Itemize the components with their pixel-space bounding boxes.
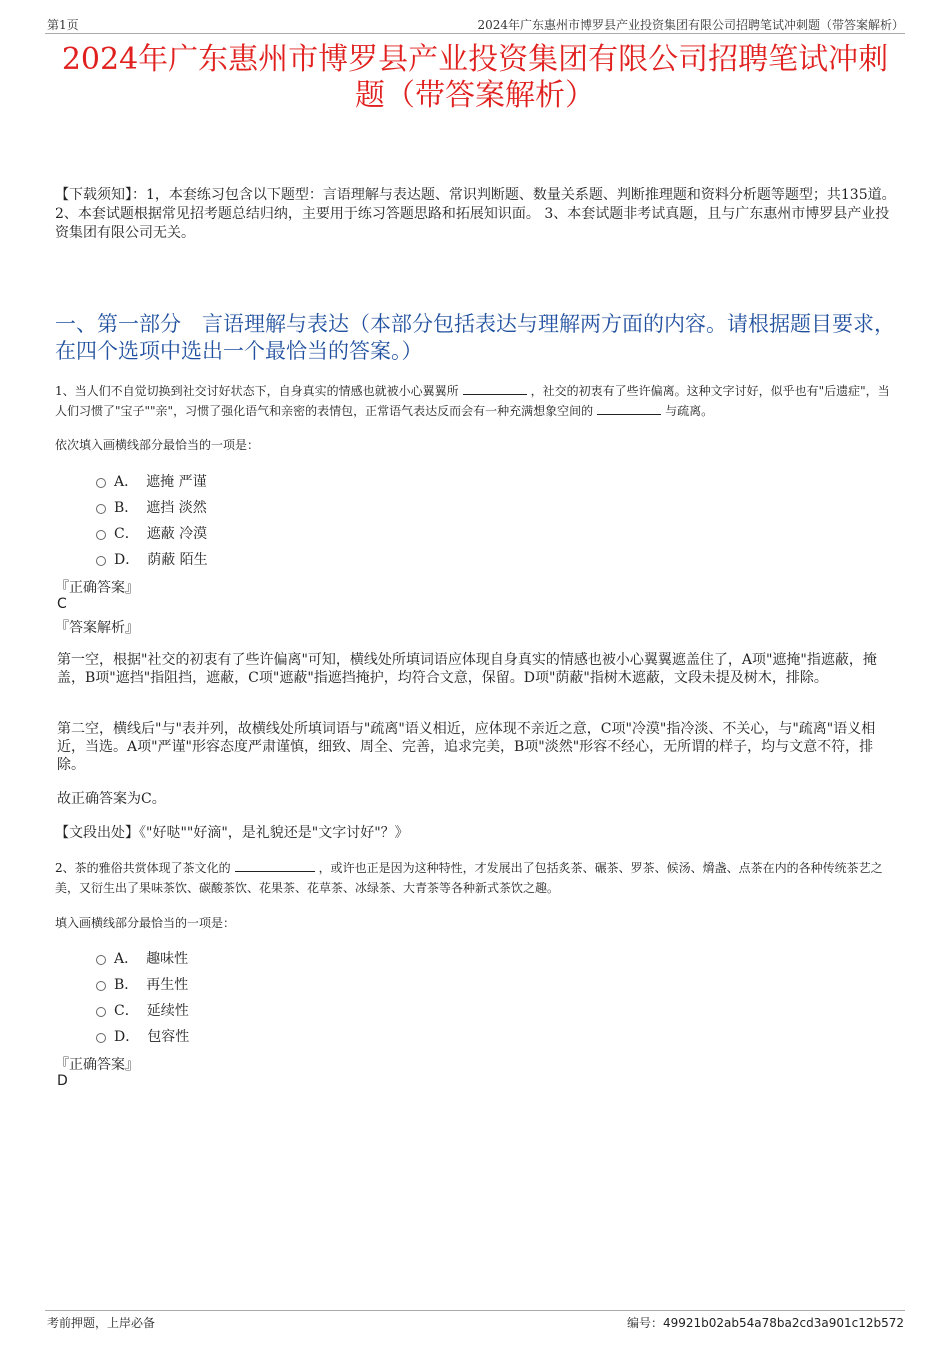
download-notice: 【下载须知】：1，本套练习包含以下题型：言语理解与表达题、常识判断题、数量关系题、判断推理题和资料分析题等题型；共135道。 2、本套试题根据常见招考题总结归纳，主要用于练习答题思路和拓展知识面。 3、本套试题非考试真题，且与广东惠州市博罗县产业投资集团有限公司无关。 xyxy=(55,187,896,241)
q2-answer-label: 『正确答案』 xyxy=(55,1057,139,1073)
q1-source: 【文段出处】《"好哒""好滴"，是礼貌还是"文字讨好"？》 xyxy=(55,825,409,841)
option-text: 遮蔽 冷漠 xyxy=(146,526,208,542)
radio-icon[interactable] xyxy=(96,1007,106,1017)
blank-line xyxy=(235,859,315,872)
option-key: D． xyxy=(114,1029,140,1045)
blank-line xyxy=(597,402,661,415)
q1-analysis-2: 第二空，横线后"与"表并列，故横线处所填词语与"疏离"语义相近，应体现不亲近之意，C项"冷漠"指冷淡、不关心，与"疏离"语义相近，当选。A项"严谨"形容态度严肃谨慎，细致、周全、完善，追求完美，B项"淡然"形容不经心，无所谓的样子，均与文意不符，排除。 xyxy=(57,721,876,773)
q1-answer: C xyxy=(57,596,67,612)
q2-text-b: ，或许也正是因为这种特性，才发展出了包括炙茶、碾茶、罗茶、候汤、熁盏、点茶在内的各种传统茶艺之美，又衍生出了果味茶饮、碳酸茶饮、花果茶、花草茶、冰绿茶、大青茶等各种新式茶饮之趣。 xyxy=(55,861,883,895)
q1-option-b[interactable] xyxy=(96,497,207,517)
q1-analysis-3: 故正确答案为C。 xyxy=(57,791,166,807)
radio-icon[interactable] xyxy=(96,478,106,488)
section-heading: 一、第一部分 言语理解与表达（本部分包括表达与理解两方面的内容。请根据题目要求，在四个选项中选出一个最恰当的答案。） xyxy=(55,312,895,363)
q2-answer: D xyxy=(57,1073,68,1089)
option-key: C． xyxy=(114,1003,139,1019)
q1-option-d[interactable] xyxy=(96,549,208,569)
option-text: 趣味性 xyxy=(146,951,189,967)
option-key: A． xyxy=(114,474,139,490)
q2-option-c[interactable] xyxy=(96,1000,189,1020)
question-2-prompt: 填入画横线部分最恰当的一项是： xyxy=(55,916,236,930)
radio-icon[interactable] xyxy=(96,556,106,566)
radio-icon[interactable] xyxy=(96,530,106,540)
footer-id-label: 编号： xyxy=(626,1316,663,1330)
radio-icon[interactable] xyxy=(96,504,106,514)
q1-option-a[interactable] xyxy=(96,471,207,491)
q1-text-c: 与疏离。 xyxy=(665,404,714,418)
radio-icon[interactable] xyxy=(96,955,106,965)
header-doc-title: 2024年广东惠州市博罗县产业投资集团有限公司招聘笔试冲刺题（带答案解析） xyxy=(477,18,904,32)
header-divider xyxy=(45,33,905,34)
blank-line xyxy=(463,382,527,395)
q1-analysis-label: 『答案解析』 xyxy=(55,620,139,636)
option-text: 遮挡 淡然 xyxy=(146,500,207,516)
option-key: B． xyxy=(114,500,139,516)
q1-analysis-1: 第一空，根据"社交的初衷有了些许偏离"可知，横线处所填词语应体现自身真实的情感也被小心翼翼遮盖住了，A项"遮掩"指遮蔽，掩盖，B项"遮挡"指阻挡，遮蔽，C项"遮蔽"指遮挡掩护，均符合文意，保留。D项"荫蔽"指树木遮蔽，文段未提及树木，排除。 xyxy=(57,652,877,686)
radio-icon[interactable] xyxy=(96,1033,106,1043)
question-1-text xyxy=(55,381,900,421)
question-2-text xyxy=(55,858,900,898)
footer-slogan: 考前押题，上岸必备 xyxy=(47,1316,156,1330)
q1-answer-label: 『正确答案』 xyxy=(55,580,139,596)
footer-id xyxy=(627,1314,904,1331)
option-text: 再生性 xyxy=(146,977,189,993)
radio-icon[interactable] xyxy=(96,981,106,991)
q2-option-d[interactable] xyxy=(96,1026,189,1046)
q1-text-b: ，社交的初衷有了些许偏离。这种文字讨好，似乎也有"后遗症"，当人们习惯了"宝子""亲"，习惯了强化语气和亲密的表情包，正常语气表达反而会有一种充满想象空间的 xyxy=(55,384,890,418)
q2-option-b[interactable] xyxy=(96,974,188,994)
question-1-prompt: 依次填入画横线部分最恰当的一项是： xyxy=(55,438,260,452)
option-key: D． xyxy=(114,552,140,568)
q1-text-a: 1、当人们不自觉切换到社交讨好状态下，自身真实的情感也就被小心翼翼所 xyxy=(55,384,459,398)
q2-text-a: 2、茶的雅俗共赏体现了茶文化的 xyxy=(55,861,231,875)
option-text: 遮掩 严谨 xyxy=(146,474,207,490)
footer-id-value: 49921b02ab54a78ba2cd3a901c12b572 xyxy=(662,1316,904,1330)
q1-option-c[interactable] xyxy=(96,523,207,543)
option-text: 包容性 xyxy=(147,1029,190,1045)
q2-option-a[interactable] xyxy=(96,948,188,968)
document-title: 2024年广东惠州市博罗县产业投资集团有限公司招聘笔试冲刺题（带答案解析） xyxy=(61,42,889,113)
option-key: C． xyxy=(114,526,139,542)
option-text: 延续性 xyxy=(146,1003,189,1019)
option-text: 荫蔽 陌生 xyxy=(147,552,208,568)
option-key: A． xyxy=(114,951,139,967)
page-number: 第1页 xyxy=(47,18,79,32)
option-key: B． xyxy=(114,977,139,993)
footer-divider xyxy=(45,1310,905,1311)
